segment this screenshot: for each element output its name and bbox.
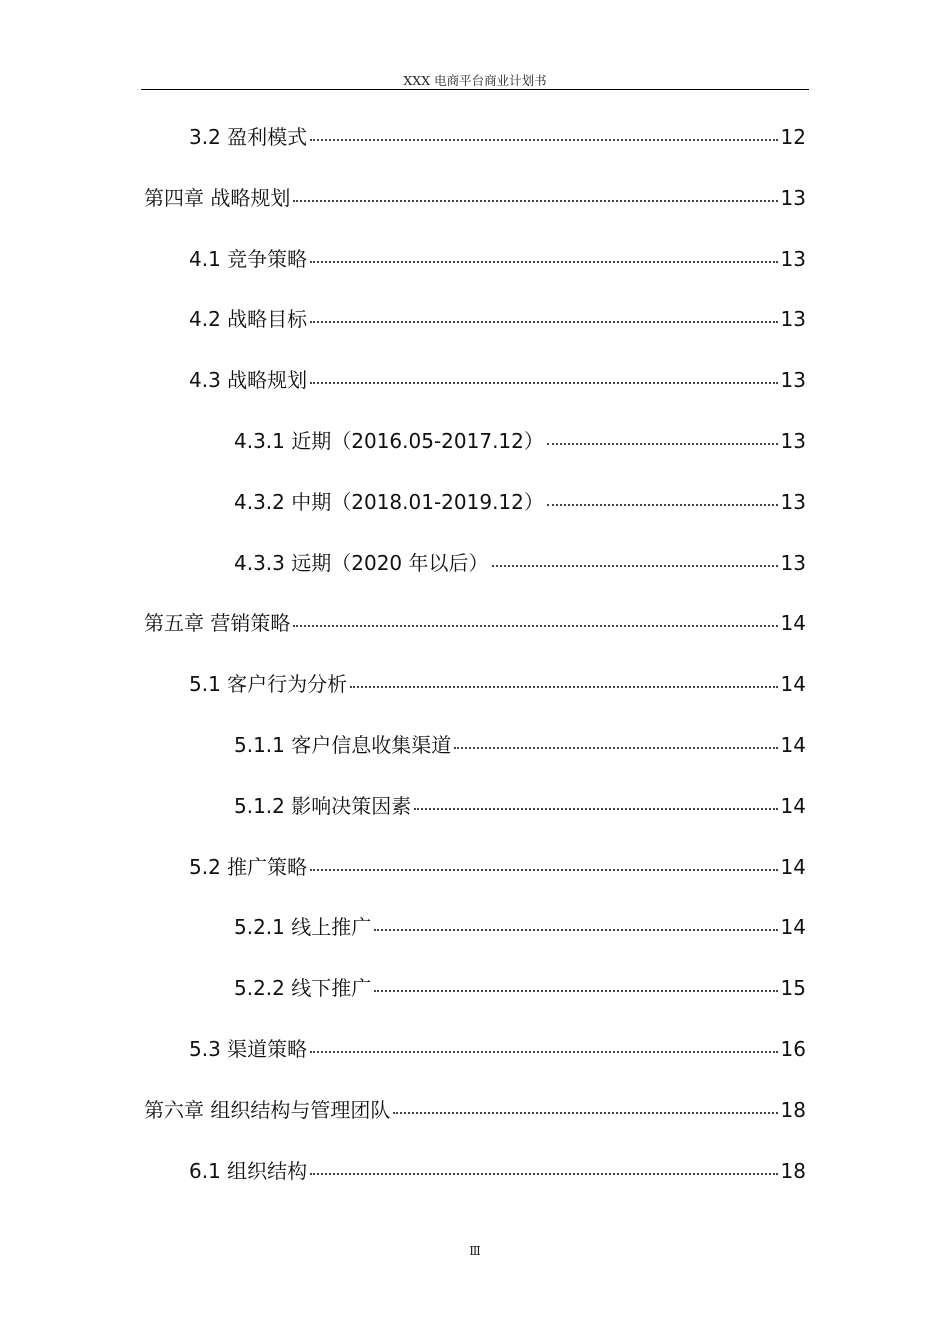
toc-entry-page-number: 14 — [780, 611, 806, 635]
toc-dot-leader — [310, 139, 777, 141]
running-header: XXX 电商平台商业计划书 — [403, 73, 547, 88]
toc-entry[interactable] — [234, 912, 806, 942]
toc-entry-title: 4.3.2 中期（2018.01-2019.12） — [234, 490, 544, 514]
toc-dot-leader — [547, 443, 778, 445]
toc-dot-leader — [310, 869, 777, 871]
toc-entry-title: 5.1.2 影响决策因素 — [234, 794, 412, 818]
toc-dot-leader — [310, 261, 777, 263]
toc-entry-title: 第四章 战略规划 — [144, 186, 291, 210]
toc-entry[interactable] — [189, 669, 806, 699]
toc-entry-title: 5.2.2 线下推广 — [234, 976, 372, 1000]
toc-entry[interactable] — [144, 183, 806, 213]
toc-entry-page-number: 16 — [780, 1037, 806, 1061]
toc-dot-leader — [310, 382, 777, 384]
toc-entry-page-number: 14 — [780, 733, 806, 757]
toc-entry[interactable] — [144, 608, 806, 638]
toc-entry-title: 6.1 组织结构 — [189, 1159, 308, 1183]
toc-dot-leader — [393, 1112, 777, 1114]
toc-entry[interactable] — [234, 426, 806, 456]
toc-entry-title: 第五章 营销策略 — [144, 611, 291, 635]
toc-entry[interactable] — [189, 852, 806, 882]
toc-entry[interactable] — [234, 791, 806, 821]
toc-entry-page-number: 13 — [780, 490, 806, 514]
toc-entry-page-number: 18 — [780, 1098, 806, 1122]
toc-dot-leader — [374, 990, 777, 992]
toc-entry-title: 5.2 推广策略 — [189, 855, 308, 879]
toc-entry[interactable] — [234, 487, 806, 517]
toc-entry-page-number: 13 — [780, 368, 806, 392]
toc-entry[interactable] — [189, 304, 806, 334]
toc-dot-leader — [310, 1173, 777, 1175]
toc-entry-title: 5.1.1 客户信息收集渠道 — [234, 733, 452, 757]
toc-entry-title: 5.1 客户行为分析 — [189, 672, 348, 696]
toc-entry-page-number: 15 — [780, 976, 806, 1000]
toc-dot-leader — [547, 504, 778, 506]
toc-entry-title: 4.2 战略目标 — [189, 307, 308, 331]
page-number: Ⅲ — [469, 1244, 481, 1258]
toc-dot-leader — [350, 686, 777, 688]
toc-dot-leader — [293, 625, 777, 627]
toc-entry-page-number: 14 — [780, 915, 806, 939]
toc-entry-page-number: 14 — [780, 794, 806, 818]
toc-entry[interactable] — [234, 548, 806, 578]
toc-entry[interactable] — [234, 730, 806, 760]
toc-dot-leader — [454, 747, 777, 749]
toc-entry[interactable] — [144, 1095, 806, 1125]
toc-entry-title: 第六章 组织结构与管理团队 — [144, 1098, 391, 1122]
toc-entry-page-number: 14 — [780, 855, 806, 879]
toc-entry-page-number: 13 — [780, 429, 806, 453]
toc-entry[interactable] — [189, 244, 806, 274]
toc-dot-leader — [492, 565, 778, 567]
toc-entry-page-number: 13 — [780, 186, 806, 210]
toc-entry-title: 4.3.3 远期（2020 年以后） — [234, 551, 489, 575]
toc-entry[interactable] — [189, 122, 806, 152]
toc-entry[interactable] — [189, 365, 806, 395]
toc-dot-leader — [414, 808, 777, 810]
toc-dot-leader — [293, 200, 777, 202]
toc-entry-title: 4.1 竞争策略 — [189, 247, 308, 271]
toc-entry-page-number: 12 — [780, 125, 806, 149]
toc-entry[interactable] — [189, 1156, 806, 1186]
toc-entry-page-number: 13 — [780, 247, 806, 271]
toc-entry-page-number: 18 — [780, 1159, 806, 1183]
toc-dot-leader — [310, 321, 777, 323]
toc-entry-page-number: 14 — [780, 672, 806, 696]
toc-entry-title: 3.2 盈利模式 — [189, 125, 308, 149]
toc-entry-title: 4.3.1 近期（2016.05-2017.12） — [234, 429, 544, 453]
toc-entry[interactable] — [189, 1034, 806, 1064]
toc-entry-title: 5.3 渠道策略 — [189, 1037, 308, 1061]
toc-entry-page-number: 13 — [780, 551, 806, 575]
toc-entry[interactable] — [234, 973, 806, 1003]
toc-entry-title: 4.3 战略规划 — [189, 368, 308, 392]
toc-dot-leader — [374, 929, 777, 931]
toc-entry-title: 5.2.1 线上推广 — [234, 915, 372, 939]
toc-dot-leader — [310, 1051, 777, 1053]
toc-entry-page-number: 13 — [780, 307, 806, 331]
